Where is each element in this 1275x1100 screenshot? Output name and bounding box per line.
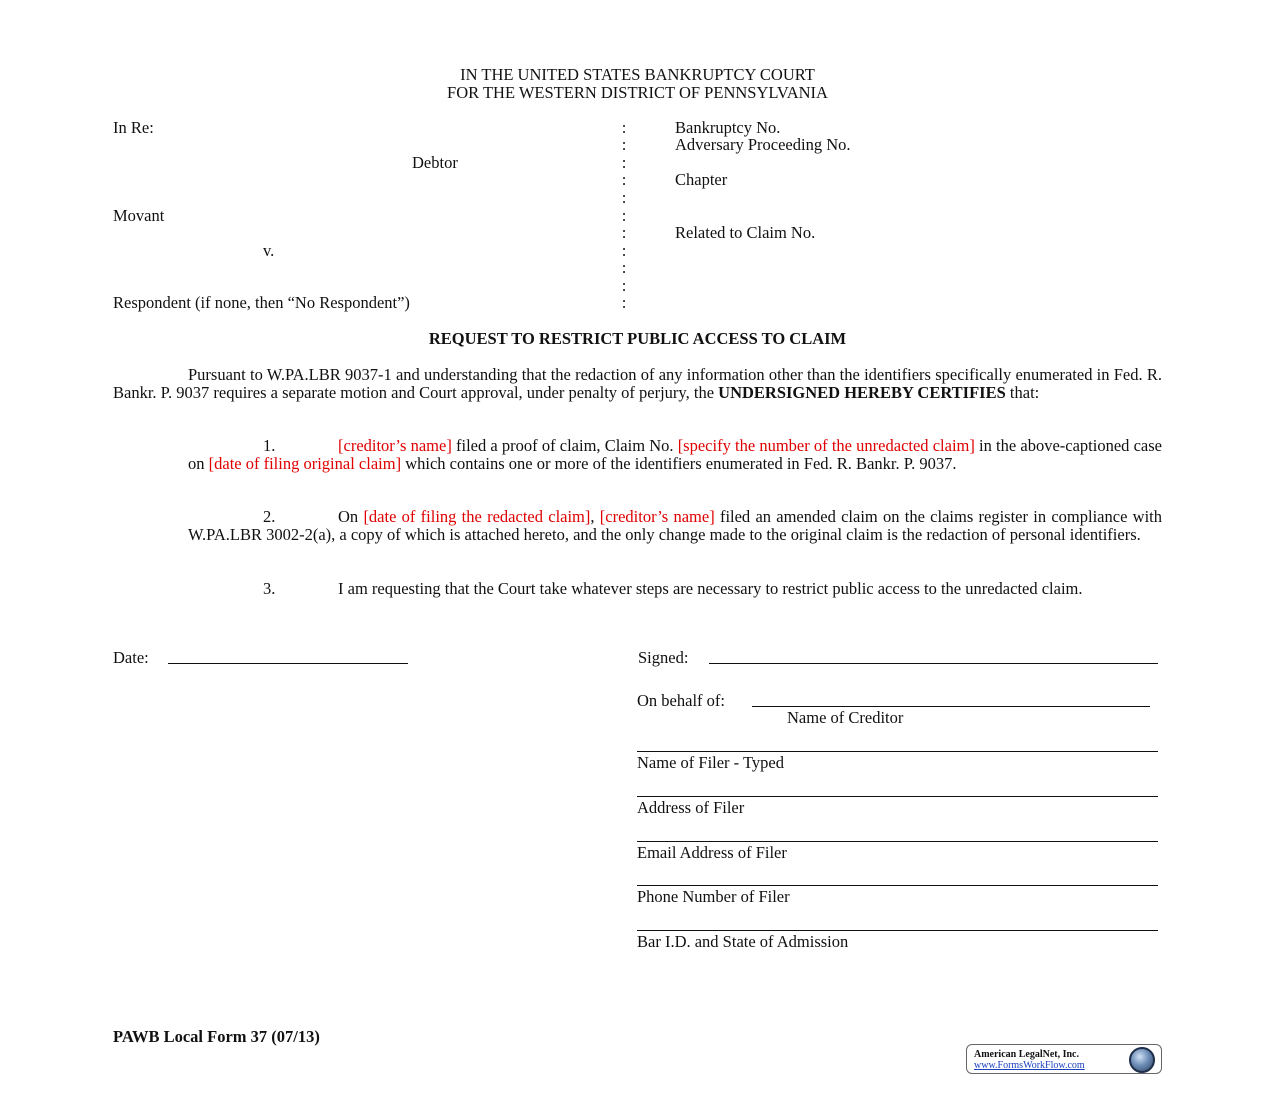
filer-address-field[interactable]: [637, 796, 1158, 797]
filer-address-caption: Address of Filer: [637, 798, 745, 817]
court-name-line-1: IN THE UNITED STATES BANKRUPTCY COURT: [460, 65, 815, 84]
versus-label: v.: [263, 241, 275, 260]
item-2-text: On: [338, 507, 364, 526]
item-3-text: I am requesting that the Court take whatever steps are necessary to restrict public access to the unredacted claim.: [338, 579, 1083, 598]
filer-email-caption: Email Address of Filer: [637, 843, 787, 862]
chapter-label: Chapter: [675, 170, 728, 189]
logo-url-link[interactable]: www.FormsWorkFlow.com: [974, 1060, 1085, 1071]
item-2-text: ,: [590, 507, 600, 526]
caption-colon: :: [621, 276, 627, 295]
name-of-creditor-caption: Name of Creditor: [787, 708, 904, 727]
date-field[interactable]: [168, 663, 408, 664]
bankruptcy-no-label: Bankruptcy No.: [675, 118, 781, 137]
caption-colon: :: [621, 241, 627, 260]
in-re-label: In Re:: [113, 118, 154, 137]
item-2-number: 2.: [263, 507, 276, 526]
item-1-text: in the above-captioned case on: [188, 436, 1162, 473]
caption-colon: :: [621, 153, 627, 172]
date-label: Date:: [113, 648, 149, 667]
caption-colon: :: [621, 118, 627, 137]
caption-colon: :: [621, 170, 627, 189]
logo-company-name: American LegalNet, Inc.: [974, 1049, 1079, 1060]
signed-label: Signed:: [638, 648, 689, 667]
item-3-paragraph: [188, 580, 1162, 598]
caption-colon: :: [621, 293, 627, 312]
respondent-label: Respondent (if none, then “No Respondent”): [113, 293, 410, 312]
bar-id-field[interactable]: [637, 930, 1158, 931]
intro-paragraph: [113, 366, 1162, 402]
creditor-name-field[interactable]: [752, 706, 1150, 707]
certifies-text: UNDERSIGNED HEREBY CERTIFIES: [718, 383, 1006, 402]
debtor-label: Debtor: [412, 153, 458, 172]
item-3-number: 3.: [263, 579, 276, 598]
bar-id-caption: Bar I.D. and State of Admission: [637, 932, 849, 951]
caption-colon: :: [621, 223, 627, 242]
related-claim-label: Related to Claim No.: [675, 223, 816, 242]
movant-label: Movant: [113, 206, 165, 225]
intro-text: Pursuant to W.PA.LBR 9037-1 and understanding that the redaction of any information other than the identifiers specifically enumerated in Fed. R. Bankr. P. 9037 requires a separate motion and Court approval, under penalty of perjury, the: [113, 365, 1162, 402]
claim-number-placeholder: [specify the number of the unredacted claim]: [677, 436, 975, 455]
redacted-filing-date-placeholder: [date of filing the redacted claim]: [363, 507, 591, 526]
caption-colon: :: [621, 258, 627, 277]
item-1-paragraph: [188, 437, 1162, 473]
intro-text-end: that:: [1005, 383, 1040, 402]
adversary-proceeding-label: Adversary Proceeding No.: [675, 135, 851, 154]
creditor-name-placeholder: [creditor’s name]: [338, 436, 452, 455]
filer-name-caption: Name of Filer - Typed: [637, 753, 785, 772]
item-1-text: filed a proof of claim, Claim No.: [451, 436, 678, 455]
american-legalnet-logo[interactable]: [966, 1044, 1162, 1074]
filer-name-field[interactable]: [637, 751, 1158, 752]
item-1-number: 1.: [263, 436, 276, 455]
document-title: REQUEST TO RESTRICT PUBLIC ACCESS TO CLAIM: [428, 329, 847, 348]
court-name-line-2: FOR THE WESTERN DISTRICT OF PENNSYLVANIA: [447, 83, 828, 102]
caption-colon: :: [621, 135, 627, 154]
original-filing-date-placeholder: [date of filing original claim]: [208, 454, 402, 473]
caption-colon: :: [621, 188, 627, 207]
caption-colon: :: [621, 206, 627, 225]
item-2-paragraph: [188, 508, 1162, 544]
globe-icon: [1129, 1047, 1155, 1073]
creditor-name-placeholder: [creditor’s name]: [599, 507, 715, 526]
form-identifier: PAWB Local Form 37 (07/13): [113, 1027, 320, 1046]
filer-phone-caption: Phone Number of Filer: [637, 887, 790, 906]
on-behalf-label: On behalf of:: [637, 691, 725, 710]
item-1-text: which contains one or more of the identifiers enumerated in Fed. R. Bankr. P. 9037.: [401, 454, 957, 473]
filer-phone-field[interactable]: [637, 885, 1158, 886]
item-2-text: filed an amended claim on the claims register in compliance with W.PA.LBR 3002-2(a), a copy of which is attached hereto, and the only change made to the original claim is the redaction of personal identifiers.: [188, 507, 1162, 544]
signature-field[interactable]: [709, 663, 1158, 664]
filer-email-field[interactable]: [637, 841, 1158, 842]
